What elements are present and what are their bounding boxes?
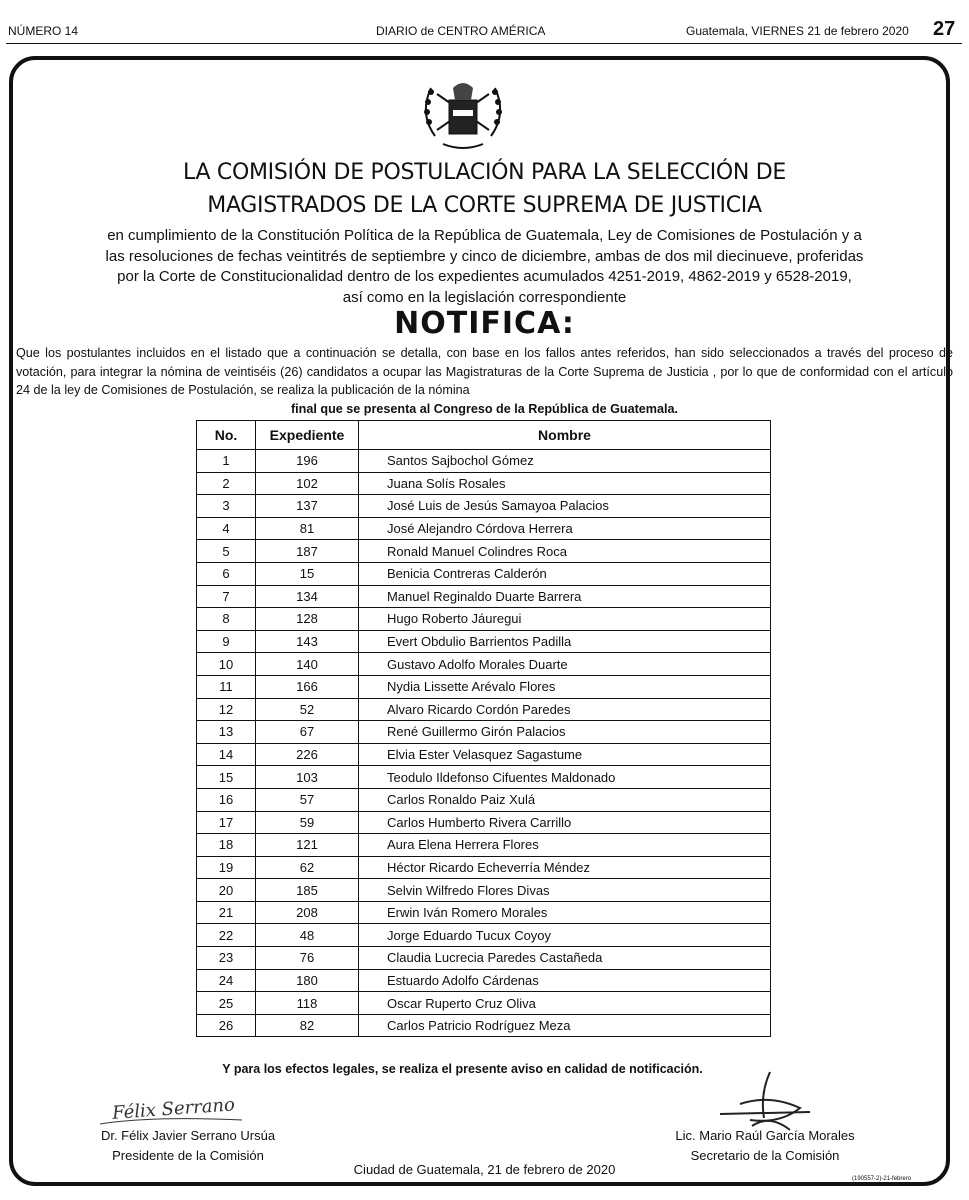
row-name: Alvaro Ricardo Cordón Paredes bbox=[359, 698, 771, 721]
row-name: Benicia Contreras Calderón bbox=[359, 562, 771, 585]
row-name: Erwin Iván Romero Morales bbox=[359, 901, 771, 924]
row-name: Carlos Patricio Rodríguez Meza bbox=[359, 1014, 771, 1037]
row-expediente: 57 bbox=[256, 788, 359, 811]
row-expediente: 137 bbox=[256, 495, 359, 518]
closing-statement: Y para los efectos legales, se realiza el presente aviso en calidad de notificación. bbox=[222, 1062, 703, 1076]
table-header-row bbox=[197, 421, 771, 450]
row-number: 19 bbox=[197, 856, 256, 879]
table-row bbox=[197, 540, 771, 563]
row-number: 25 bbox=[197, 992, 256, 1015]
signatory-name: Dr. Félix Javier Serrano Ursúa bbox=[100, 1128, 276, 1143]
column-header-nombre: Nombre bbox=[359, 421, 771, 450]
signature-block-secretary bbox=[660, 1128, 870, 1163]
row-expediente: 103 bbox=[256, 766, 359, 789]
notice-title-line-2: MAGISTRADOS DE LA CORTE SUPREMA DE JUSTICIA bbox=[207, 193, 762, 218]
row-number: 24 bbox=[197, 969, 256, 992]
table-row bbox=[197, 721, 771, 744]
table-row bbox=[197, 472, 771, 495]
row-number: 11 bbox=[197, 675, 256, 698]
table-row bbox=[197, 608, 771, 631]
row-name: Juana Solís Rosales bbox=[359, 472, 771, 495]
signature-block-president bbox=[88, 1128, 288, 1163]
table-row bbox=[197, 1014, 771, 1037]
row-name: José Alejandro Córdova Herrera bbox=[359, 517, 771, 540]
table-row bbox=[197, 992, 771, 1015]
signatory-name: Lic. Mario Raúl García Morales bbox=[675, 1128, 855, 1143]
row-name: José Luis de Jesús Samayoa Palacios bbox=[359, 495, 771, 518]
left-signature-handwriting: Félix Serrano bbox=[111, 1094, 236, 1124]
column-header-no: No. bbox=[197, 421, 256, 450]
row-name: Hugo Roberto Jáuregui bbox=[359, 608, 771, 631]
intro-line: así como en la legislación correspondiente bbox=[342, 288, 627, 306]
page-number: 27 bbox=[933, 18, 956, 40]
row-number: 10 bbox=[197, 653, 256, 676]
row-expediente: 121 bbox=[256, 834, 359, 857]
row-number: 26 bbox=[197, 1014, 256, 1037]
row-expediente: 166 bbox=[256, 675, 359, 698]
row-expediente: 180 bbox=[256, 969, 359, 992]
table-row bbox=[197, 630, 771, 653]
notice-body bbox=[16, 344, 953, 418]
row-name: Nydia Lissette Arévalo Flores bbox=[359, 675, 771, 698]
row-number: 15 bbox=[197, 766, 256, 789]
row-name: Oscar Ruperto Cruz Oliva bbox=[359, 992, 771, 1015]
left-signature-image bbox=[92, 1086, 272, 1130]
row-number: 8 bbox=[197, 608, 256, 631]
issue-date: Guatemala, VIERNES 21 de febrero 2020 bbox=[686, 24, 909, 38]
table-row bbox=[197, 947, 771, 970]
table-row bbox=[197, 924, 771, 947]
table-row bbox=[197, 450, 771, 473]
candidates-table bbox=[196, 420, 771, 1037]
row-expediente: 118 bbox=[256, 992, 359, 1015]
notice-body-text: Que los postulantes incluidos en el listado que a continuación se detalla, con base en los fallos antes referidos, han sido seleccionados a través del proceso de votación, para integrar la nómina de veintiséis (26) candidatos a ocupar las Magistraturas de la Corte Suprema de Justicia , por lo que de conformidad con el artículo 24 de la ley de Comisiones de Postulación, se realiza la publicación de la nómina bbox=[16, 346, 953, 398]
header-divider bbox=[6, 43, 962, 44]
row-expediente: 208 bbox=[256, 901, 359, 924]
row-number: 2 bbox=[197, 472, 256, 495]
row-name: Héctor Ricardo Echeverría Méndez bbox=[359, 856, 771, 879]
table-row bbox=[197, 901, 771, 924]
row-expediente: 67 bbox=[256, 721, 359, 744]
row-name: Aura Elena Herrera Flores bbox=[359, 834, 771, 857]
coat-of-arms-icon bbox=[413, 74, 513, 154]
table-row bbox=[197, 834, 771, 857]
intro-line: en cumplimiento de la Constitución Política de la República de Guatemala, Ley de Comisiones de Postulación y a bbox=[107, 227, 862, 244]
row-expediente: 140 bbox=[256, 653, 359, 676]
table-row bbox=[197, 811, 771, 834]
table-row bbox=[197, 585, 771, 608]
table-row bbox=[197, 856, 771, 879]
row-number: 4 bbox=[197, 517, 256, 540]
row-expediente: 82 bbox=[256, 1014, 359, 1037]
row-number: 17 bbox=[197, 811, 256, 834]
row-number: 18 bbox=[197, 834, 256, 857]
notice-intro bbox=[20, 226, 949, 308]
row-name: Teodulo Ildefonso Cifuentes Maldonado bbox=[359, 766, 771, 789]
table-row bbox=[197, 969, 771, 992]
row-name: Evert Obdulio Barrientos Padilla bbox=[359, 630, 771, 653]
row-number: 16 bbox=[197, 788, 256, 811]
row-number: 3 bbox=[197, 495, 256, 518]
row-expediente: 226 bbox=[256, 743, 359, 766]
table-row bbox=[197, 562, 771, 585]
place-and-date: Ciudad de Guatemala, 21 de febrero de 2020 bbox=[353, 1162, 616, 1177]
row-number: 9 bbox=[197, 630, 256, 653]
row-expediente: 128 bbox=[256, 608, 359, 631]
row-expediente: 102 bbox=[256, 472, 359, 495]
issue-number: NÚMERO 14 bbox=[8, 24, 79, 38]
table-row bbox=[197, 879, 771, 902]
row-expediente: 81 bbox=[256, 517, 359, 540]
row-name: René Guillermo Girón Palacios bbox=[359, 721, 771, 744]
row-number: 6 bbox=[197, 562, 256, 585]
row-expediente: 52 bbox=[256, 698, 359, 721]
table-row bbox=[197, 517, 771, 540]
publication-code: (190557-2)-21-febrero bbox=[852, 1176, 912, 1182]
row-name: Manuel Reginaldo Duarte Barrera bbox=[359, 585, 771, 608]
row-name: Carlos Ronaldo Paiz Xulá bbox=[359, 788, 771, 811]
table-row bbox=[197, 788, 771, 811]
row-expediente: 62 bbox=[256, 856, 359, 879]
row-number: 14 bbox=[197, 743, 256, 766]
notice-title-line-1: LA COMISIÓN DE POSTULACIÓN PARA LA SELECCIÓN DE bbox=[182, 160, 787, 185]
notice-body-last-line: final que se presenta al Congreso de la República de Guatemala. bbox=[290, 401, 679, 416]
row-number: 13 bbox=[197, 721, 256, 744]
row-number: 12 bbox=[197, 698, 256, 721]
row-name: Carlos Humberto Rivera Carrillo bbox=[359, 811, 771, 834]
table-row bbox=[197, 766, 771, 789]
intro-line: por la Corte de Constitucionalidad dentro de los expedientes acumulados 4251-2019, 4862-2019 y 6528-2019, bbox=[117, 268, 852, 285]
table-row bbox=[197, 653, 771, 676]
row-number: 5 bbox=[197, 540, 256, 563]
row-name: Santos Sajbochol Gómez bbox=[359, 450, 771, 473]
column-header-expediente: Expediente bbox=[256, 421, 359, 450]
row-name: Ronald Manuel Colindres Roca bbox=[359, 540, 771, 563]
row-expediente: 59 bbox=[256, 811, 359, 834]
row-expediente: 187 bbox=[256, 540, 359, 563]
row-expediente: 15 bbox=[256, 562, 359, 585]
table-row bbox=[197, 698, 771, 721]
signatory-role: Presidente de la Comisión bbox=[112, 1148, 264, 1163]
notifica-heading: NOTIFICA: bbox=[394, 306, 575, 341]
row-name: Elvia Ester Velasquez Sagastume bbox=[359, 743, 771, 766]
row-name: Claudia Lucrecia Paredes Castañeda bbox=[359, 947, 771, 970]
row-expediente: 143 bbox=[256, 630, 359, 653]
row-number: 21 bbox=[197, 901, 256, 924]
newspaper-header bbox=[0, 18, 969, 42]
row-number: 22 bbox=[197, 924, 256, 947]
intro-line: las resoluciones de fechas veintitrés de septiembre y cinco de diciembre, ambas de dos mil diecinueve, proferidas bbox=[105, 247, 864, 265]
row-expediente: 134 bbox=[256, 585, 359, 608]
row-expediente: 196 bbox=[256, 450, 359, 473]
row-name: Jorge Eduardo Tucux Coyoy bbox=[359, 924, 771, 947]
row-expediente: 185 bbox=[256, 879, 359, 902]
row-number: 20 bbox=[197, 879, 256, 902]
row-name: Gustavo Adolfo Morales Duarte bbox=[359, 653, 771, 676]
signatory-role: Secretario de la Comisión bbox=[690, 1148, 840, 1163]
row-number: 1 bbox=[197, 450, 256, 473]
row-number: 7 bbox=[197, 585, 256, 608]
newspaper-name: DIARIO de CENTRO AMÉRICA bbox=[376, 24, 546, 38]
row-number: 23 bbox=[197, 947, 256, 970]
row-expediente: 48 bbox=[256, 924, 359, 947]
row-name: Estuardo Adolfo Cárdenas bbox=[359, 969, 771, 992]
row-expediente: 76 bbox=[256, 947, 359, 970]
row-name: Selvin Wilfredo Flores Divas bbox=[359, 879, 771, 902]
table-row bbox=[197, 743, 771, 766]
table-row bbox=[197, 495, 771, 518]
table-row bbox=[197, 675, 771, 698]
